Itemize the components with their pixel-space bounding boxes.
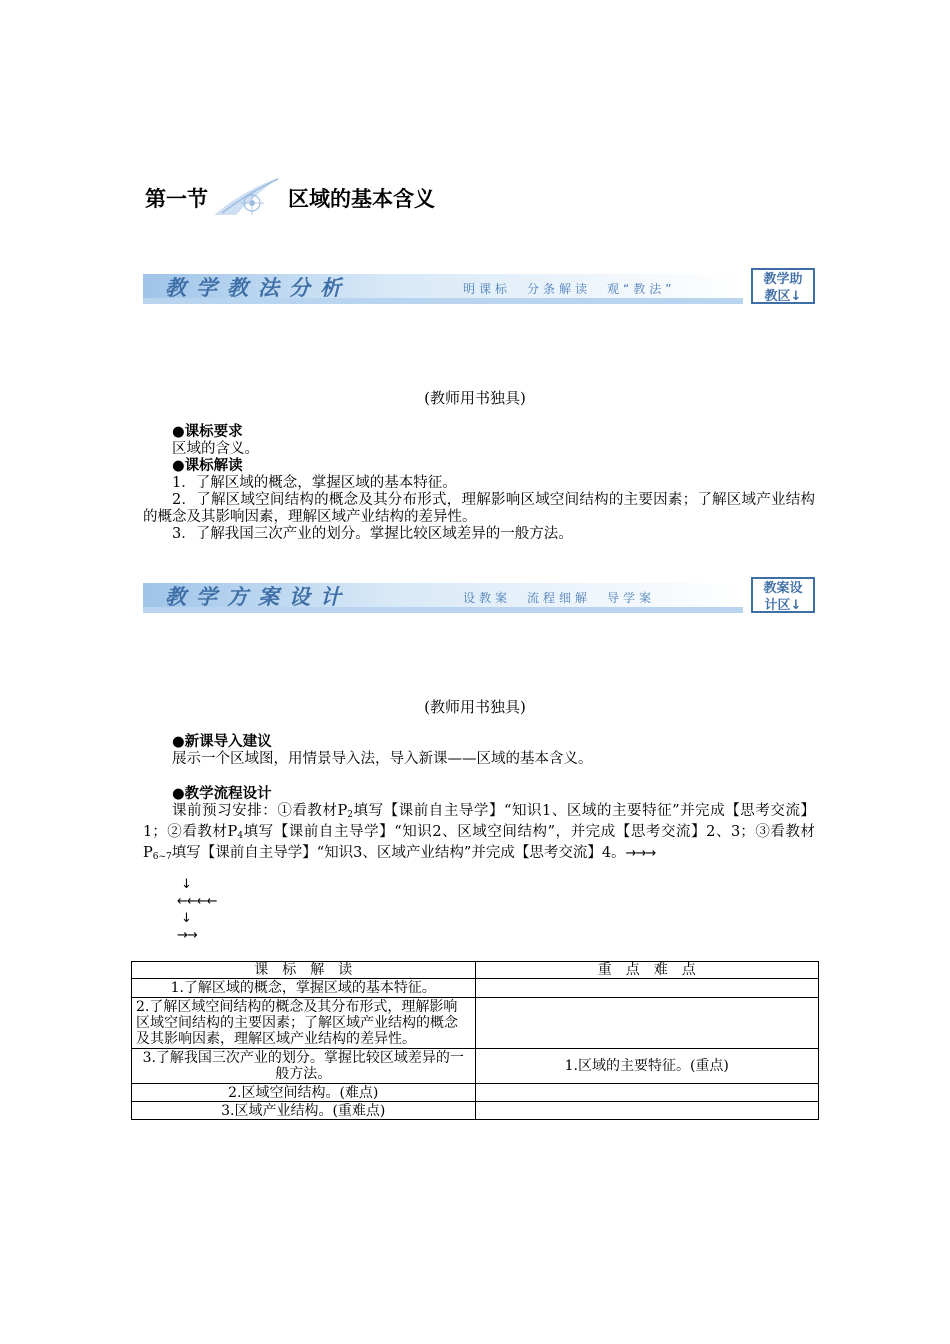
paper-plane-icon	[212, 175, 282, 221]
banner-teaching-analysis	[143, 268, 815, 306]
flow-arrows: →→	[177, 928, 197, 943]
table-row	[132, 1102, 819, 1120]
table-cell: 1.了解区域的概念，掌握区域的基本特征。	[132, 979, 476, 998]
intro-section	[143, 734, 815, 768]
banner-sub-text: 明课标 分条解读 观“教法”	[463, 282, 676, 296]
banner-main-text: 教学教法分析	[165, 275, 351, 300]
curriculum-item: 2．了解区域空间结构的概念及其分布形式，理解影响区域空间结构的主要因素；了解区域产业结构的概念及其影响因素，理解区域产业结构的差异性。	[143, 492, 815, 525]
banner-tag-line2: 教区↓	[764, 289, 802, 304]
flow-heading: ●教学流程设计	[172, 786, 272, 802]
curriculum-section	[143, 424, 815, 543]
standards-table	[131, 961, 819, 1120]
table-cell	[475, 979, 819, 998]
intro-heading: ●新课导入建议	[172, 734, 272, 750]
table-cell: 3.了解我国三次产业的划分。掌握比较区域差异的一般方法。	[132, 1049, 476, 1084]
table-header-right: 重 点 难 点	[475, 962, 819, 979]
curriculum-item: 1．了解区域的概念，掌握区域的基本特征。	[172, 475, 457, 491]
flow-arrows: →→→	[625, 846, 656, 861]
table-header-left: 课 标 解 读	[132, 962, 476, 979]
curriculum-item: 3．了解我国三次产业的划分。掌握比较区域差异的一般方法。	[172, 526, 573, 542]
table-cell: 2.了解区域空间结构的概念及其分布形式，理解影响区域空间结构的主要因素；了解区域产业结构的概念及其影响因素，理解区域产业结构的差异性。	[132, 998, 476, 1049]
flow-down-arrow: ↓	[181, 877, 191, 892]
curriculum-read-heading: ●课标解读	[172, 458, 243, 474]
banner-tag-box	[751, 268, 815, 304]
banner-main-text: 教学方案设计	[165, 584, 351, 609]
teacher-note: (教师用书独具)	[424, 389, 526, 407]
flow-down-arrow: ↓	[181, 911, 191, 926]
table-header-row	[132, 962, 819, 979]
intro-text: 展示一个区域图，用情景导入法，导入新课——区域的基本含义。	[172, 751, 593, 767]
table-row	[132, 979, 819, 998]
banner-tag-line1: 教案设	[763, 581, 803, 596]
banner-teaching-plan	[143, 577, 815, 615]
flow-section	[143, 786, 815, 866]
banner-tag-line1: 教学助	[763, 272, 803, 287]
banner-sub-text: 设教案 流程细解 导学案	[463, 591, 656, 605]
curriculum-req-text: 区域的含义。	[172, 441, 259, 457]
section-title	[145, 178, 435, 218]
table-cell: 3.区域产业结构。(重难点)	[132, 1102, 476, 1120]
table-row	[132, 1084, 819, 1102]
section-name: 区域的基本含义	[288, 187, 435, 211]
table-row	[132, 1049, 819, 1084]
table-row	[132, 998, 819, 1049]
table-cell	[475, 998, 819, 1049]
teacher-note: (教师用书独具)	[424, 698, 526, 716]
table-cell: 2.区域空间结构。(难点)	[132, 1084, 476, 1102]
table-cell	[475, 1102, 819, 1120]
flow-text: 课前预习安排：①看教材$P_2$填写【课前自主导学】“知识1、区域的主要特征”并完成【思考交流】1；②看教材$P_4$填写【课前自主导学】“知识2、区域空间结构”，并完成【思考交流】2、3；③看教材$P_{6\sim 7}$填写【课前自主导学】“知识3、区域产业结构”并完成【思考交流】4。→→→	[143, 803, 816, 862]
table-cell	[475, 1084, 819, 1102]
curriculum-req-heading: ●课标要求	[172, 424, 243, 440]
flow-arrows: ←←←←	[177, 894, 217, 909]
banner-tag-line2: 计区↓	[764, 598, 802, 613]
banner-tag-box	[751, 577, 815, 613]
table-cell-key-point: 1.区域的主要特征。(重点)	[475, 1049, 819, 1084]
section-number: 第一节	[145, 187, 208, 211]
